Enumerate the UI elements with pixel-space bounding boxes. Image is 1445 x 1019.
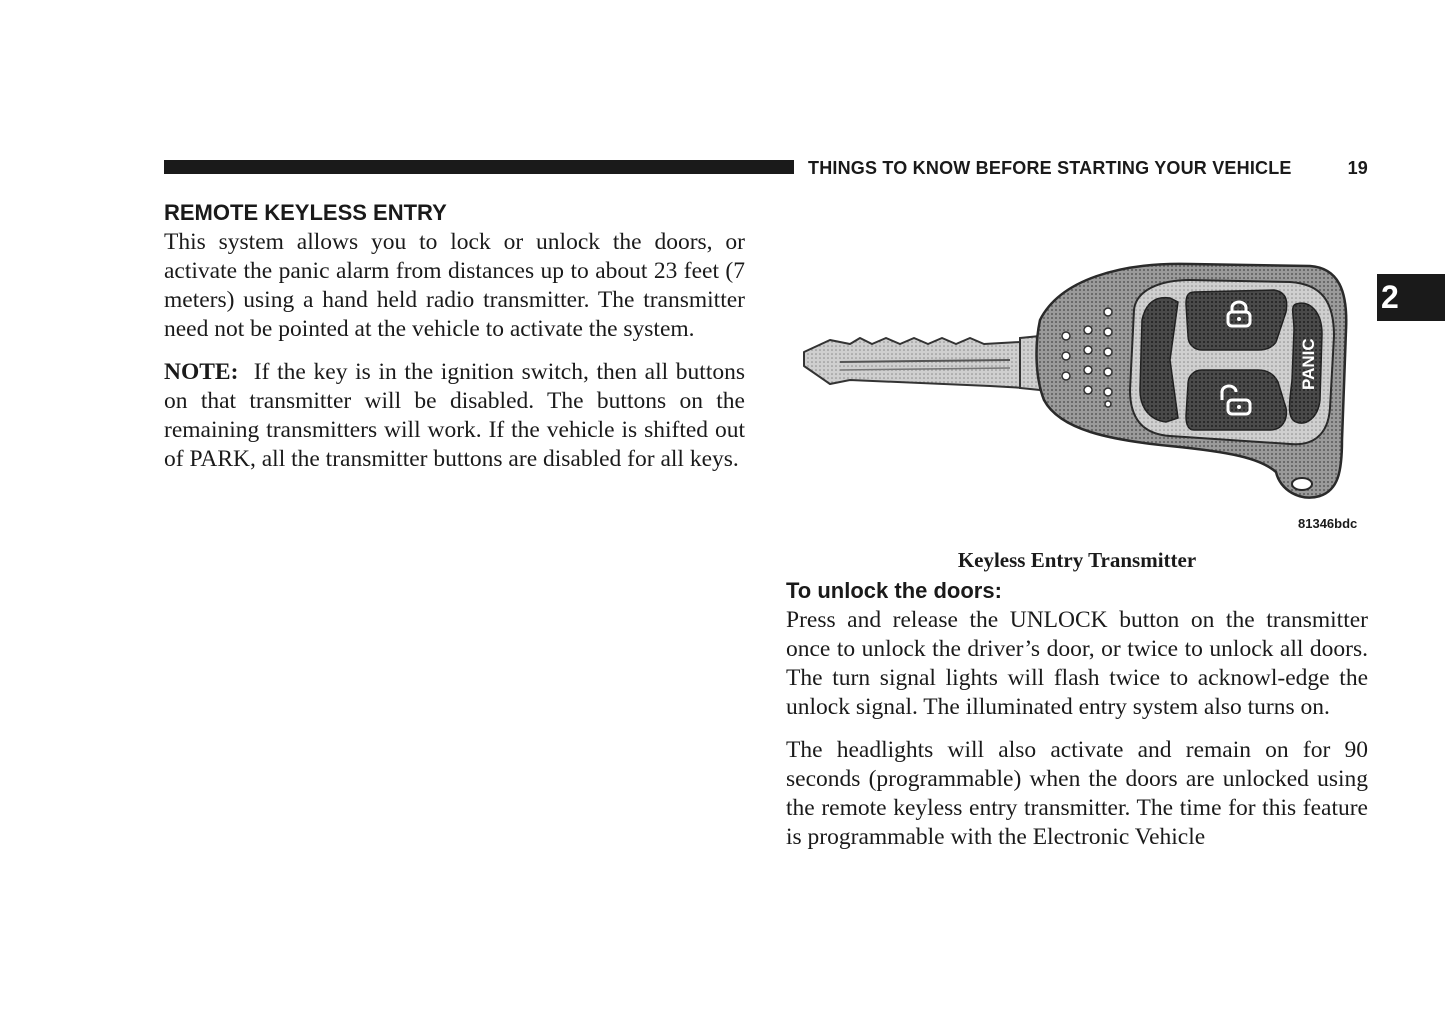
key-blade xyxy=(804,336,1040,390)
page-number: 19 xyxy=(1347,158,1368,178)
intro-paragraph: This system allows you to lock or unlock the doors, or activate the panic alarm from distances up to about 23 feet (7 meters) using a hand held radio transmitter. The transmitter need not be pointed at the vehicle to activate the system. xyxy=(164,229,745,342)
panic-button-label: PANIC xyxy=(1299,338,1318,390)
chapter-tab: 2 xyxy=(1377,274,1445,321)
note-text: If the key is in the ignition switch, then all buttons on that transmitter will be disabled. The buttons on the remaining transmitters will work. If the vehicle is shifted out of PARK, all the transmitter buttons are disabled for all keys. xyxy=(164,359,746,472)
header-rule xyxy=(164,160,794,174)
left-column xyxy=(164,198,745,488)
headlights-paragraph: The headlights will also activate and remain on for 90 seconds (programmable) when the doors are unlocked using the remote keyless entry transmitter. The time for this feature is programmable with the Electronic Vehicle xyxy=(786,737,1368,850)
running-head xyxy=(808,157,1368,179)
figure-code: 81346bdc xyxy=(1298,516,1358,531)
figure-caption: Keyless Entry Transmitter xyxy=(957,548,1197,572)
note-paragraph xyxy=(164,358,745,474)
section-heading: REMOTE KEYLESS ENTRY xyxy=(164,200,447,225)
running-title: THINGS TO KNOW BEFORE STARTING YOUR VEHICLE xyxy=(808,158,1292,178)
button-panel xyxy=(1130,280,1334,444)
key-fob-illustration xyxy=(790,240,1370,540)
unlock-paragraph: Press and release the UNLOCK button on the transmitter once to unlock the driver’s door, or twice to unlock all doors. The turn signal lights will flash twice to acknowl-edge the unlock signal. The illuminated entry system also turns on. xyxy=(786,607,1368,720)
unlock-subheading: To unlock the doors: xyxy=(786,578,1002,603)
right-column xyxy=(786,576,1368,866)
note-label: NOTE: xyxy=(164,359,239,385)
